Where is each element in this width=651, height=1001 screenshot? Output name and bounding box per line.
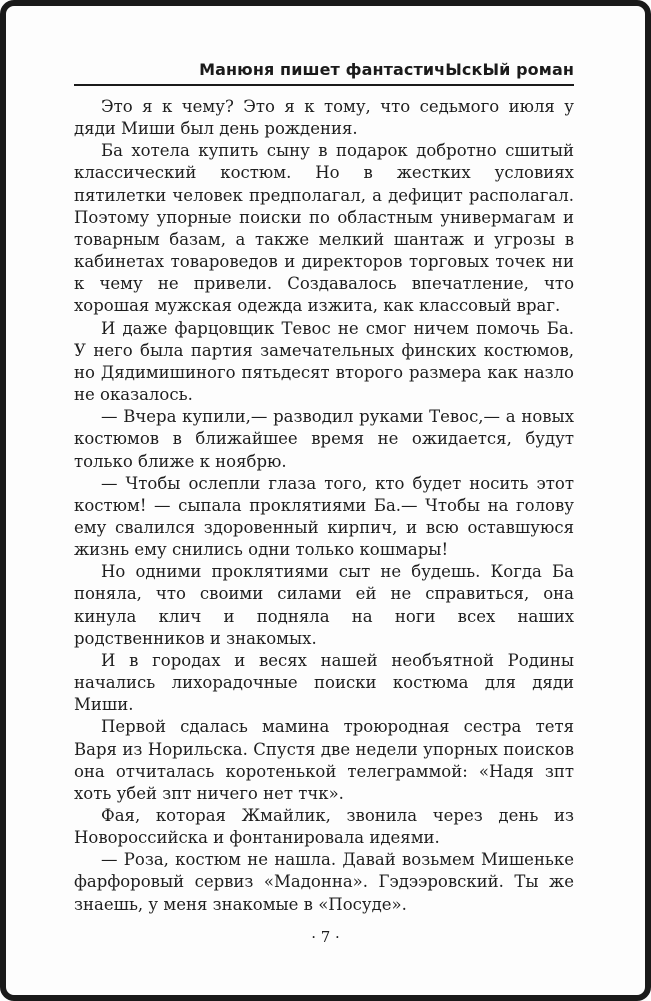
header-rule [74,84,574,86]
paragraph: И даже фарцовщик Тевос не смог ничем помочь Ба. У него была партия замечательных финских костюмов, но Дядимишиного пятьдесят второго размера как назло не оказалось. [74,318,574,405]
body-text [74,96,574,916]
paragraph: — Чтобы ослепли глаза того, кто будет носить этот костюм! — сыпала проклятиями Ба.— Чтобы на голову ему свалился здоровенный кирпич, и всю оставшуюся жизнь ему снились одни только кошмары! [74,473,574,560]
page-number: · 7 · [311,928,340,946]
paragraph: Ба хотела купить сыну в подарок добротно сшитый классический костюм. Но в жестких условиях пятилетки человек предполагал, а дефицит располагал. Поэтому упорные поиски по областным универмагам и товарным базам, а также мелкий шантаж и угрозы в кабинетах товароведов и директоров торговых точек ни к чему не привели. Создавалось впечатление, что хорошая мужская одежда изжита, как классовый враг. [74,141,574,316]
paragraph: — Роза, костюм не нашла. Давай возьмем Мишеньке фарфоровый сервиз «Мадонна». Гэдээровский. Ты же знаешь, у меня знакомые в «Посуде». [74,850,574,914]
paragraph: Но одними проклятиями сыт не будешь. Когда Ба поняла, что своими силами ей не справиться, она кинула клич и подняла на ноги всех наших родственников и знакомых. [74,562,574,648]
paragraph: Первой сдалась мамина троюродная сестра тетя Варя из Норильска. Спустя две недели упорных поисков она отчиталась коротенькой телеграммой: «Надя зпт хоть убей зпт ничего нет тчк». [74,717,574,803]
running-head-title: Манюня пишет фантастичЫскЫй роман [199,60,574,79]
paragraph: — Вчера купили,— разводил руками Тевос,— а новых костюмов в ближайшее время не ожидается, будут только ближе к ноябрю. [74,407,574,471]
paragraph: Это я к чему? Это я к тому, что седьмого июля у дяди Миши был день рождения. [74,97,574,139]
paragraph: И в городах и весях нашей необъятной Родины начались лихорадочные поиски костюма для дяди Миши. [74,650,574,715]
paragraph: Фая, которая Жмайлик, звонила через день из Новороссийска и фонтанировала идеями. [74,806,574,848]
